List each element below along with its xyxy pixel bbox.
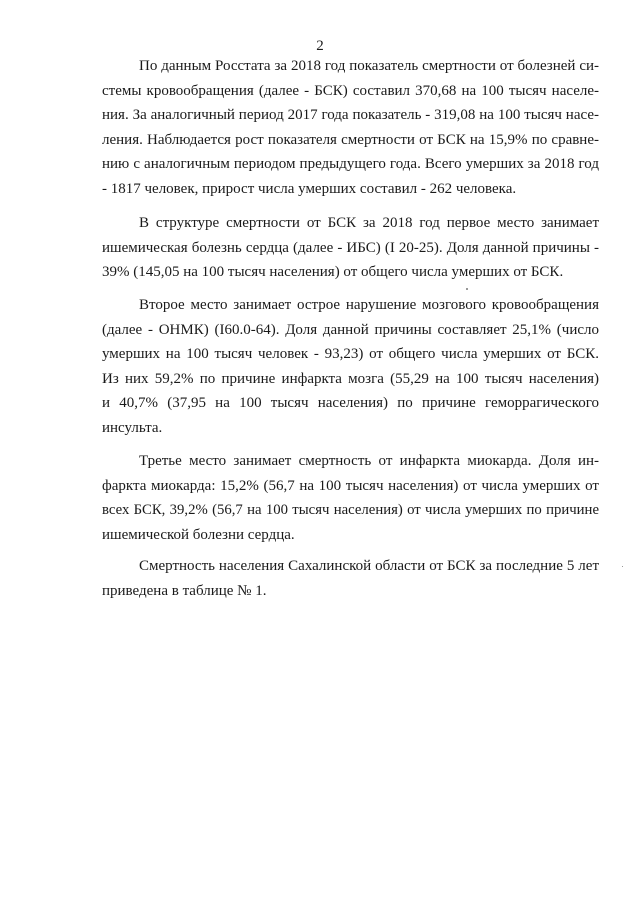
scan-speck — [466, 288, 468, 290]
paragraph-line: умерших на 100 тысяч человек - 93,23) от общего числа умерших от БСК. — [102, 346, 599, 363]
paragraph-4 — [102, 449, 599, 547]
paragraph-line: приведена в таблице № 1. — [102, 582, 267, 599]
paragraph-line: Смертность населения Сахалинской области от БСК за последние 5 лет — [139, 558, 599, 574]
paragraph-line: всех БСК, 39,2% (56,7 на 100 тысяч населения) от числа умерших по причине — [102, 502, 599, 519]
paragraph-line: ления. Наблюдается рост показателя смертности от БСК на 15,9% по сравне- — [102, 131, 599, 148]
paragraph-line: ния. За аналогичный период 2017 года показатель - 319,08 на 100 тысяч насе- — [102, 107, 599, 124]
paragraph-1 — [102, 54, 599, 202]
paragraph-line: - 1817 человек, прирост числа умерших составил - 262 человека. — [102, 180, 517, 197]
paragraph-line: 39% (145,05 на 100 тысяч населения) от общего числа умерших от БСК. — [102, 264, 564, 281]
paragraph-line: инсульта. — [102, 419, 163, 436]
paragraph-3 — [102, 293, 599, 441]
paragraph-line: фаркта миокарда: 15,2% (56,7 на 100 тысяч населения) от числа умерших от — [102, 477, 599, 494]
paragraph-5 — [102, 554, 599, 603]
paragraph-2 — [102, 211, 599, 285]
paragraph-line: Второе место занимает острое нарушение мозгового кровообращения — [139, 297, 599, 313]
paragraph-line: По данным Росстата за 2018 год показатель смертности от болезней си- — [139, 58, 599, 74]
paragraph-line: (далее - ОНМК) (I60.0-64). Доля данной причины составляет 25,1% (число — [102, 321, 599, 338]
scan-speck — [622, 566, 623, 567]
paragraph-line: нию с аналогичным периодом предыдущего года. Всего умерших за 2018 год — [102, 156, 599, 173]
paragraph-line: В структуре смертности от БСК за 2018 год первое место занимает — [139, 215, 599, 231]
paragraph-line: и 40,7% (37,95 на 100 тысяч населения) по причине геморрагического — [102, 395, 599, 412]
paragraph-line: ишемическая болезнь сердца (далее - ИБС) (I 20-25). Доля данной причины - — [102, 239, 599, 256]
paragraph-line: Третье место занимает смертность от инфаркта миокарда. Доля ин- — [139, 453, 599, 469]
page-number: 2 — [316, 38, 324, 54]
paragraph-line: ишемической болезни сердца. — [102, 526, 295, 543]
paragraph-line: Из них 59,2% по причине инфаркта мозга (55,29 на 100 тысяч населения) — [102, 370, 599, 387]
paragraph-line: стемы кровообращения (далее - БСК) составил 370,68 на 100 тысяч населе- — [102, 82, 599, 99]
